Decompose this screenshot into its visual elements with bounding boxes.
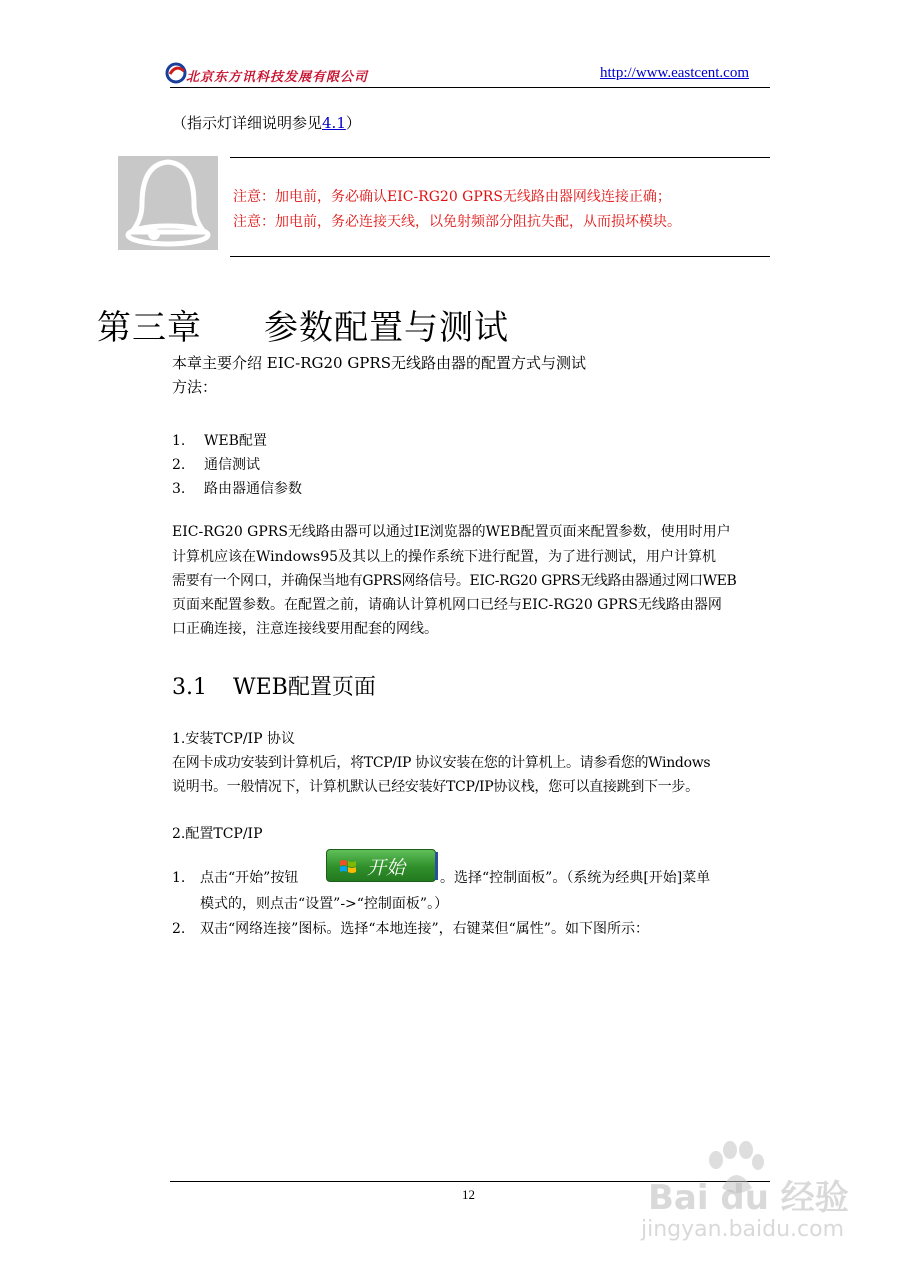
notice-line-1: 注意：加电前，务必确认EIC-RG20 GPRS无线路由器网线连接正确； [233,189,671,205]
watermark-brand: Bai du 经验 [648,1178,849,1218]
list-item-num: 3. [172,481,186,497]
step-2-line [172,918,649,938]
ref-suffix: ） [345,114,361,132]
chapter-intro-line-1: 本章主要介绍 EIC-RG20 GPRS无线路由器的配置方式与测试 [172,354,586,372]
bell-icon [118,156,218,250]
notice-bell-box [118,156,218,250]
section-heading [172,670,376,701]
indicator-reference-note [172,112,361,133]
start-button-label: 开始 [367,857,406,879]
section-4-1-link[interactable]: 4.1 [322,114,346,132]
chapter-title: 参数配置与测试 [264,308,509,348]
step-1-text-b: 。选择“控制面板”。（系统为经典[开始]菜单 [440,870,711,886]
list-item-label: WEB配置 [204,433,267,449]
subsection-1-line-2: 说明书。一般情况下，计算机默认已经安装好TCP/IP协议栈，您可以直接跳到下一步。 [172,779,699,795]
step-1-line-2: 模式的，则点击“设置”->“控制面板”。） [200,896,449,912]
notice-top-rule [230,157,770,158]
notice-bottom-rule [230,256,770,257]
paragraph-line-5: 口正确连接，注意连接线要用配套的网线。 [172,621,438,637]
watermark-url: jingyan.baidu.com [641,1217,845,1242]
subsection-2-heading: 2.配置TCP/IP [172,826,263,842]
paragraph-line-1: EIC-RG20 GPRS无线路由器可以通过IE浏览器的WEB配置页面来配置参数，使用时用户 [172,524,731,540]
paragraph-line-2: 计算机应该在Windows95及其以上的操作系统下进行配置，为了进行测试，用户计算机 [172,549,717,565]
step-1-line-1 [172,867,298,887]
paragraph-line-3: 需要有一个网口，并确保当地有GPRS网络信号。EIC-RG20 GPRS无线路由器通过网口WEB [172,573,737,589]
list-item-num: 1. [172,433,186,449]
windows-flag-icon [339,858,357,876]
step-1-num: 1. [172,870,186,886]
ref-prefix: （指示灯详细说明参见 [172,114,323,132]
company-url-link[interactable]: http://www.eastcent.com [600,65,749,81]
start-button-edge [435,852,438,880]
list-item-label: 路由器通信参数 [204,481,302,497]
paragraph-line-4: 页面来配置参数。在配置之前，请确认计算机网口已经与EIC-RG20 GPRS无线路由器网 [172,597,722,613]
chapter-heading [97,300,509,349]
list-item [172,454,260,474]
list-item [172,430,267,450]
subsection-1-line-1: 在网卡成功安装到计算机后，将TCP/IP 协议安装在您的计算机上。请参看您的Windows [172,755,711,771]
chapter-number: 第三章 [97,308,202,348]
notice-line-2: 注意：加电前，务必连接天线，以免射频部分阻抗失配，从而损坏模块。 [233,214,681,230]
page-number: 12 [462,1187,475,1202]
start-button-image [326,849,436,882]
list-item-label: 通信测试 [204,457,260,473]
step-2-num: 2. [172,921,186,937]
company-name: 北京东方讯科技发展有限公司 [186,70,369,85]
chapter-intro-line-2: 方法： [172,378,218,396]
section-title: WEB配置页面 [233,675,376,700]
section-number: 3.1 [172,675,207,700]
step-2-text: 双击“网络连接”图标。选择“本地连接”，右键菜但“属性”。如下图所示： [200,921,649,937]
company-logo-icon [165,62,187,84]
subsection-1-heading: 1.安装TCP/IP 协议 [172,731,295,747]
list-item-num: 2. [172,457,186,473]
step-1-text-a: 点击“开始”按钮 [200,870,299,886]
list-item [172,478,302,498]
header-divider [170,87,770,88]
